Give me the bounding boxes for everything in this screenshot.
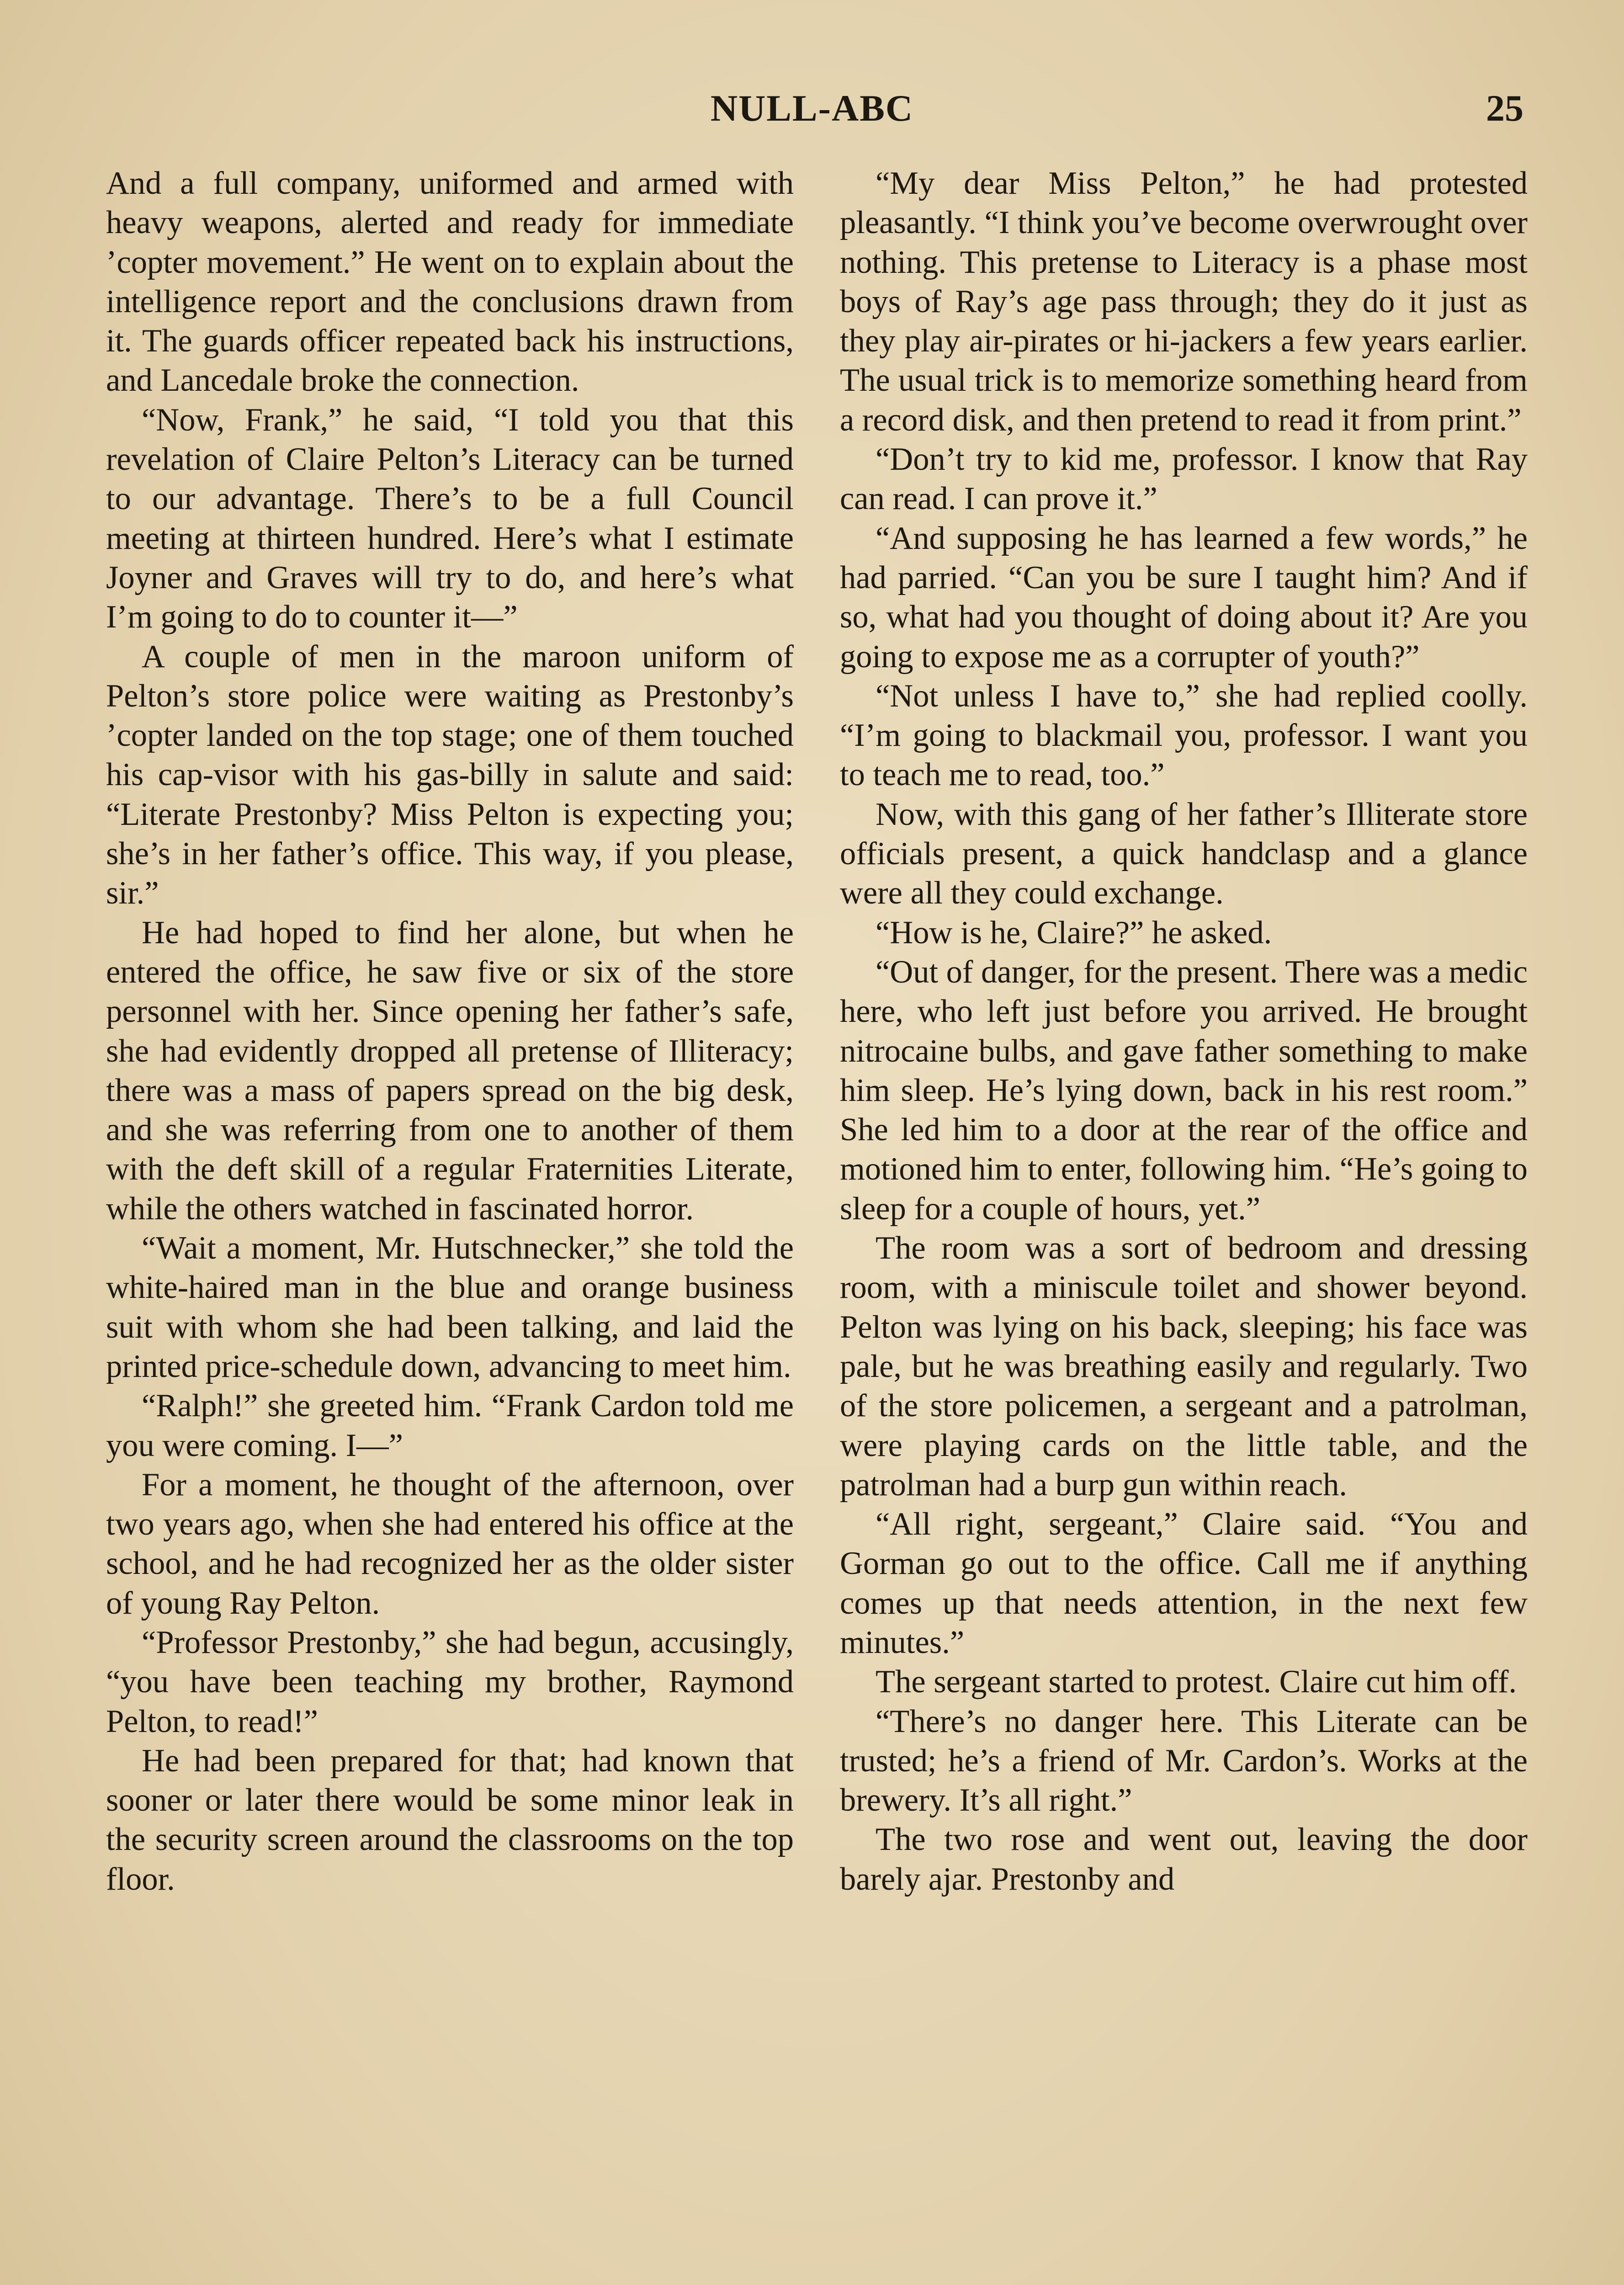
page-header xyxy=(0,87,1624,137)
paragraph: “Out of danger, for the present. There was a medic here, who left just before you arrived. He brought nitrocaine bulbs, and gave father something to make him sleep. He’s lying down, back in his rest room.” She led him to a door at the rear of the office and motioned him to enter, following him. “He’s going to sleep for a couple of hours, yet.” xyxy=(840,954,1528,1227)
paragraph: The sergeant started to protest. Claire cut him off. xyxy=(876,1664,1517,1700)
paragraph: He had hoped to find her alone, but when he entered the office, he saw five or six of the store personnel with her. Since opening her father’s safe, she had evidently dropped all pretense of Illiteracy; there was a mass of papers spread on the big desk, and she was referring from one to another of them with the deft skill of a regular Fraternities Literate, while the others watched in fascinated horror. xyxy=(106,914,794,1227)
paragraph: “My dear Miss Pelton,” he had protested pleasantly. “I think you’ve become overwrought over nothing. This pretense to Literacy is a phase most boys of Ray’s age pass through; they do it just as they play air-pirates or hi-jackers a few years earlier. The usual trick is to memorize something heard from a record disk, and then pretend to read it from print.” xyxy=(840,165,1528,438)
paragraph: “Ralph!” she greeted him. “Frank Cardon told me you were coming. I—” xyxy=(106,1388,794,1463)
paragraph: He had been prepared for that; had known that sooner or later there would be some minor leak in the security screen around the classrooms on the top floor. xyxy=(106,1743,794,1897)
paragraph: “How is he, Claire?” he asked. xyxy=(876,914,1272,951)
paragraph: Now, with this gang of her father’s Illiterate store officials present, a quick handclasp and a glance were all they could exchange. xyxy=(840,796,1528,911)
paragraph: For a moment, he thought of the afternoon, over two years ago, when she had entered his office at the school, and he had recognized her as the older sister of young Ray Pelton. xyxy=(106,1467,794,1621)
paragraph: And a full company, uniformed and armed with heavy weapons, alerted and ready for immediate ’copter movement.” He went on to explain about the intelligence report and the conclusions drawn from it. The guards officer repeated back his instructions, and Lancedale broke the connection. xyxy=(106,165,794,399)
paragraph: The room was a sort of bedroom and dressing room, with a miniscule toilet and shower beyond. Pelton was lying on his back, sleeping; his face was pale, but he was breathing easily and regularly. Two of the store policemen, a sergeant and a patrolman, were playing cards on the little table, and the patrolman had a burp gun within reach. xyxy=(840,1230,1528,1503)
paragraph: “All right, sergeant,” Claire said. “You and Gorman go out to the office. Call me if anything comes up that needs attention, in the next few minutes.” xyxy=(840,1506,1528,1660)
paragraph: A couple of men in the maroon uniform of Pelton’s store police were waiting as Prestonby’s ’copter landed on the top stage; one of them touched his cap-visor with his gas-billy in salute and said: “Literate Prestonby? Miss Pelton is expecting you; she’s in her father’s office. This way, if you please, sir.” xyxy=(106,638,794,911)
paragraph: “Now, Frank,” he said, “I told you that this revelation of Claire Pelton’s Literacy can be turned to our advantage. There’s to be a full Council meeting at thirteen hundred. Here’s what I estimate Joyner and Graves will try to do, and here’s what I’m going to do to counter it—” xyxy=(106,402,794,635)
paragraph: “Wait a moment, Mr. Hutschnecker,” she told the white-haired man in the blue and orange business suit with whom she had been talking, and laid the printed price-schedule down, advancing to meet him. xyxy=(106,1230,794,1384)
running-title: NULL-ABC xyxy=(710,87,914,129)
paragraph: The two rose and went out, leaving the door barely ajar. Prestonby and xyxy=(840,1822,1528,1897)
paragraph: “Don’t try to kid me, professor. I know that Ray can read. I can prove it.” xyxy=(840,441,1528,517)
left-column xyxy=(106,164,794,2285)
paragraph: “And supposing he has learned a few words,” he had parried. “Can you be sure I taught him? And if so, what had you thought of doing about it? Are you going to expose me as a corrupter of youth?” xyxy=(840,520,1528,675)
paragraph: “Not unless I have to,” she had replied coolly. “I’m going to blackmail you, professor. I want you to teach me to read, too.” xyxy=(840,678,1528,793)
right-column xyxy=(840,164,1528,2285)
paragraph: “Professor Prestonby,” she had begun, accusingly, “you have been teaching my brother, Raymond Pelton, to read!” xyxy=(106,1624,794,1739)
paragraph: “There’s no danger here. This Literate can be trusted; he’s a friend of Mr. Cardon’s. Works at the brewery. It’s all right.” xyxy=(840,1703,1528,1818)
page-number: 25 xyxy=(1486,87,1523,129)
